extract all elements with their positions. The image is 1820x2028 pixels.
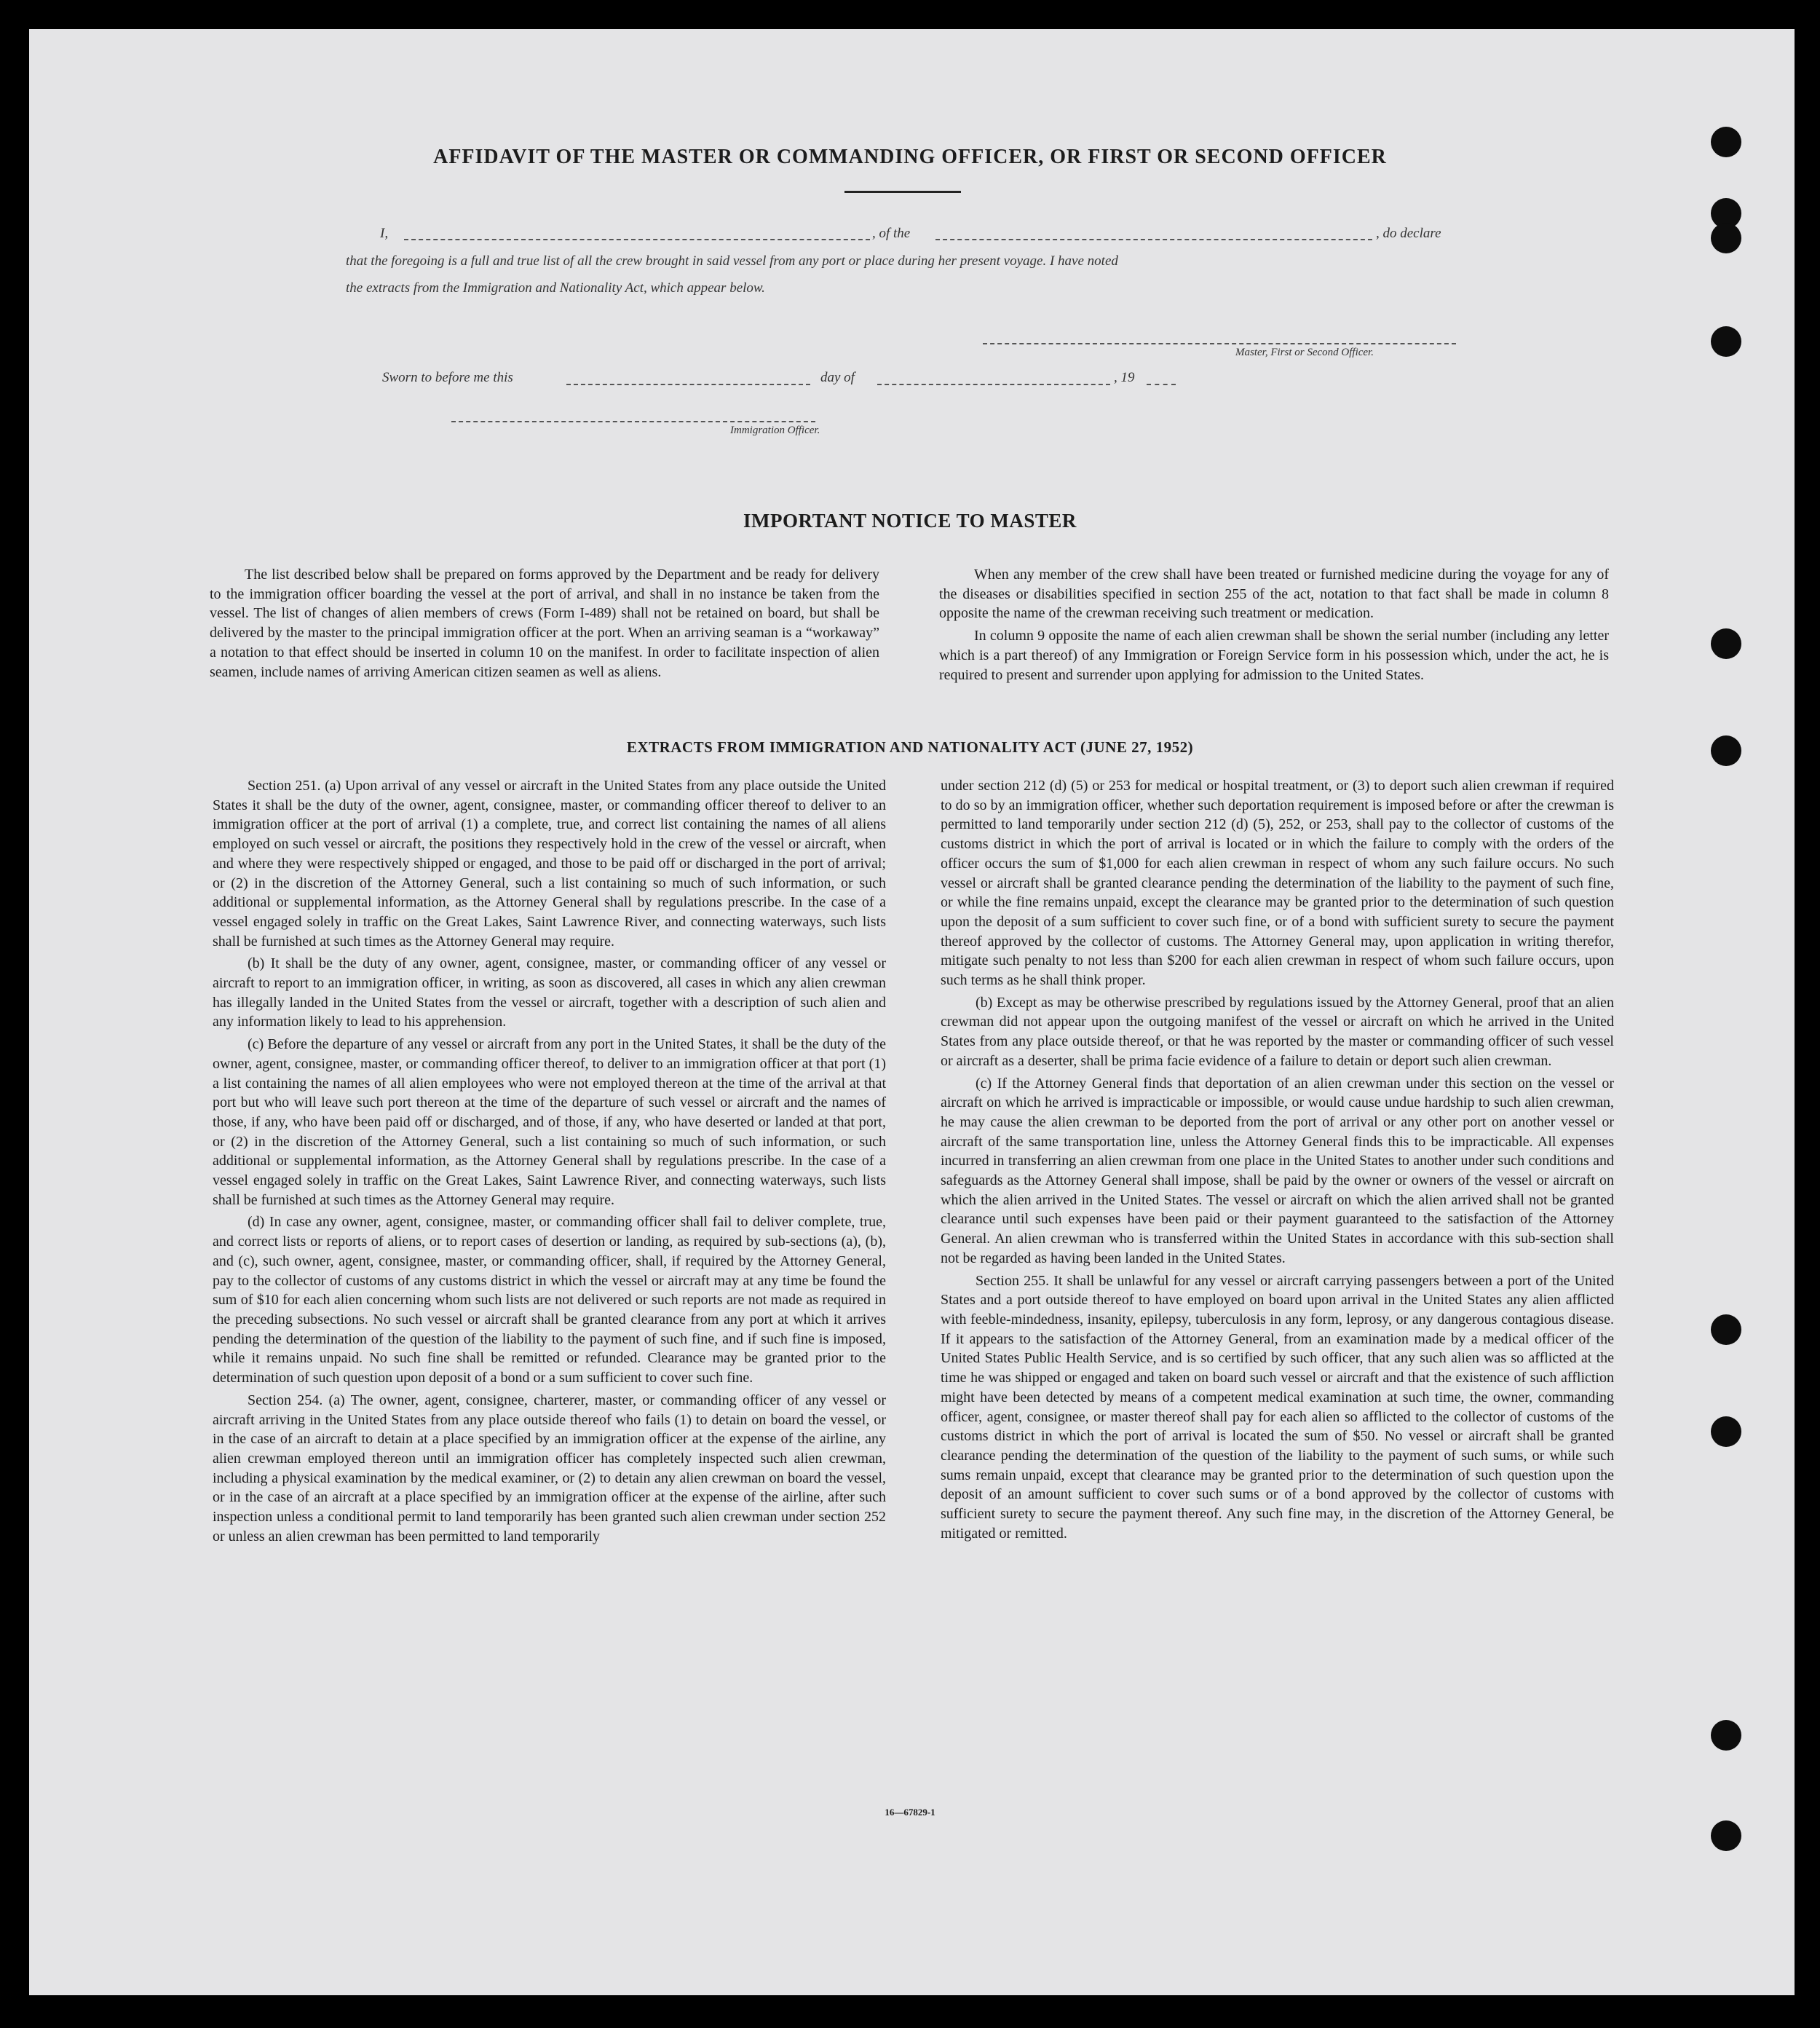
section-255-paragraph: Section 255. It shall be unlawful for any vessel or aircraft carrying passengers between a port of the United States and a port outside thereof to have employed on board upon arrival in the United States any alien afflicted with feeble-mindedness, insanity, epilepsy, tuberculosis in any form, leprosy, or any dangerous contagious disease. If it appears to the satisfaction of the Attorney General, from an examination made by a medical officer of the United States Public Health Service, and is so certified by such officer, that any such alien was so afflicted at the time he was shipped or engaged and taken on board such vessel or aircraft and that the existence of such affliction might have been detected by means of a competent medical examination at such time, the owner, commanding officer, agent, consignee, or master thereof shall pay for each alien so afflicted to the collector of customs of the customs district in which the port of arrival is located the sum of $50. No vessel or aircraft shall be granted clearance pending the determination of the question of the liability to the payment of such sums, or while such sums remain unpaid, except that clearance may be granted prior to the determination of such question upon the deposit of an amount sufficient to cover such sums or of a bond approved by the collector of customs with sufficient surety to secure the payment thereof. Any such fine may, in the discretion of the Attorney General, be mitigated or remitted. bbox=[941, 1272, 1614, 1542]
notice-title: IMPORTANT NOTICE TO MASTER bbox=[743, 510, 1077, 532]
affidavit-title: AFFIDAVIT OF THE MASTER OR COMMANDING OFFICER, OR FIRST OR SECOND OFFICER bbox=[433, 146, 1387, 168]
punch-hole bbox=[1711, 1720, 1741, 1751]
year-blank[interactable] bbox=[1147, 384, 1176, 385]
master-signature-label: Master, First or Second Officer. bbox=[1235, 347, 1374, 358]
year-label: , 19 bbox=[1114, 370, 1135, 385]
notice-left-column bbox=[210, 565, 879, 682]
declaration-text-line1: that the foregoing is a full and true list of all the crew brought in said vessel from any port or place during her present voyage. I have noted bbox=[346, 253, 1118, 269]
sworn-month-blank[interactable] bbox=[877, 384, 1110, 385]
notice-paragraph: When any member of the crew shall have been treated or furnished medicine during the voyage for any of the diseases or disabilities specified in section 255 of the act, notation to that fact shall be made in column 8 opposite the name of the crewman receiving such treatment or medication. bbox=[939, 567, 1609, 622]
extracts-title: EXTRACTS FROM IMMIGRATION AND NATIONALITY ACT (JUNE 27, 1952) bbox=[626, 738, 1194, 756]
of-the-label: , of the bbox=[872, 226, 911, 241]
i-label: I, bbox=[380, 226, 389, 241]
immigration-officer-label: Immigration Officer. bbox=[730, 425, 820, 436]
section-251b-paragraph: (b) It shall be the duty of any owner, agent, consignee, master, or commanding officer of any vessel or aircraft to report to an immigration officer, in writing, as soon as discovered, all cases in which any alien crewman has illegally landed in the United States from the vessel or aircraft, together with a description of such alien and any information likely to lead to his apprehension. bbox=[213, 955, 886, 1030]
section-254a-paragraph: Section 254. (a) The owner, agent, consignee, charterer, master, or commanding officer of any vessel or aircraft arriving in the United States from any place outside thereof who fails (1) to detain on board the vessel, or in the case of an aircraft to detain at a place specified by an immigration officer at the expense of the airline, any alien crewman employed thereon until an immigration officer has completely inspected such alien crewman, including a physical examination by the medical examiner, or (2) to detain any alien crewman on board the vessel, or in the case of an aircraft at a place specified by an immigration officer at the expense of the airline, after such inspection unless a conditional permit to land temporarily has been granted such alien crewman under section 252 or unless an alien crewman has been permitted to land temporarily bbox=[213, 1392, 886, 1544]
punch-hole bbox=[1711, 223, 1741, 253]
declaration-text-line2: the extracts from the Immigration and Nationality Act, which appear below. bbox=[346, 280, 765, 296]
do-declare-label: , do declare bbox=[1376, 226, 1441, 241]
immigration-officer-signature-line[interactable] bbox=[451, 421, 815, 422]
section-254a-continued-paragraph: under section 212 (d) (5) or 253 for medical or hospital treatment, or (3) to deport such alien crewman if required to do so by an immigration officer, whether such deportation requirement is imposed before or after the crewman is permitted to land temporarily under section 212 (d) (5), 252, or 253, shall pay to the collector of customs of the customs district in which the port of arrival is located or in which the failure to comply with the orders of the officer occurs the sum of $1,000 for each alien crewman in respect of whom any such failure occurs. No such vessel or aircraft shall be granted clearance pending the determination of the liability to the payment of such fine, or while the fine remains unpaid, except the clearance may be granted prior to the determination of such question upon the deposit of a sum sufficient to cover such fine, or of a bond with sufficient surety to secure the payment thereof approved by the collector of customs. The Attorney General may, upon application in writing therefor, mitigate such penalty to not less than $200 for each alien crewman in respect of whom such failure occurs, upon such terms as he shall think proper. bbox=[941, 778, 1614, 989]
section-251d-paragraph: (d) In case any owner, agent, consignee, master, or commanding officer shall fail to deliver complete, true, and correct lists or reports of aliens, or to report cases of desertion or landing, as required by sub-sections (a), (b), and (c), such owner, agent, consignee, master, or commanding officer, shall, if required by the Attorney General, pay to the collector of customs of any customs district in which the vessel or aircraft may at any time be found the sum of $10 for each alien concerning whom such lists are not delivered or such reports are not made as required in the preceding subsections. No such vessel or aircraft shall be granted clearance from any port at which it arrives pending the determination of the question of the liability to the payment of such fine, and if such fine is imposed, while it remains unpaid. No such fine shall be remitted or refunded. Clearance may be granted prior to the determination of such question upon deposit of a bond or a sum sufficient to cover such fine. bbox=[213, 1214, 886, 1386]
day-of-label: day of bbox=[820, 370, 855, 385]
sworn-label: Sworn to before me this bbox=[382, 370, 513, 385]
punch-hole bbox=[1711, 1820, 1741, 1851]
section-251c-paragraph: (c) Before the departure of any vessel or aircraft from any port in the United States, it shall be the duty of the owner, agent, consignee, master, or commanding officer thereof, to deliver to an immigration officer at that port (1) a list containing the names of all alien employees who were not employed thereon at the time of the arrival at that port but who will leave such port thereon at the time of the departure of such vessel or aircraft and the names of those, if any, who have been paid off or discharged, and of those, if any, who have deserted or landed at that port, or (2) in the discretion of the Attorney General, such a list containing so much of such information, or such additional or supplemental information, as the Attorney General shall by regulations prescribe. In the case of a vessel engaged solely in traffic on the Great Lakes, Saint Lawrence River, and connecting waterways, such lists shall be furnished at such times as the Attorney General may require. bbox=[213, 1036, 886, 1208]
extracts-left-column bbox=[213, 776, 886, 1546]
sworn-day-blank[interactable] bbox=[566, 384, 810, 385]
notice-paragraph: In column 9 opposite the name of each alien crewman shall be shown the serial number (including any letter which is a part thereof) of any Immigration or Foreign Service form in his possession which, under the act, he is required to present and surrender upon applying for admission to the United States. bbox=[939, 628, 1609, 683]
notice-right-column bbox=[939, 565, 1609, 684]
punch-hole bbox=[1711, 628, 1741, 659]
notice-paragraph: The list described below shall be prepared on forms approved by the Department and be ready for delivery to the immigration officer boarding the vessel at the port of arrival, and shall in no instance be taken from the vessel. The list of changes of alien members of crews (Form I-489) shall not be retained on board, but shall be delivered by the master to the principal immigration officer at the port. When an arriving seaman is a “workaway” a notation to that effect should be inserted in column 10 on the manifest. In order to facilitate inspection of alien seamen, include names of arriving American citizen seamen as well as aliens. bbox=[210, 567, 879, 680]
punch-hole bbox=[1711, 326, 1741, 357]
section-251a-paragraph: Section 251. (a) Upon arrival of any vessel or aircraft in the United States from any place outside the United States it shall be the duty of the owner, agent, consignee, master, or commanding officer thereof to deliver to an immigration officer at the port of arrival (1) a complete, true, and correct list containing the names of all aliens employed on such vessel or aircraft, the positions they respectively hold in the crew of the vessel or aircraft, when and where they were respectively shipped or engaged, and those to be paid off or discharged in the port of arrival; or (2) in the discretion of the Attorney General, such a list containing so much of such information, or such additional or supplemental information, as the Attorney General shall by regulations prescribe. In the case of a vessel engaged solely in traffic on the Great Lakes, Saint Lawrence River, and connecting waterways, such lists shall be furnished at such times as the Attorney General may require. bbox=[213, 778, 886, 950]
form-number: 16—67829-1 bbox=[885, 1807, 935, 1818]
master-signature-line[interactable] bbox=[983, 343, 1456, 344]
title-rule bbox=[844, 191, 961, 193]
punch-hole bbox=[1711, 1416, 1741, 1447]
name-blank[interactable] bbox=[404, 239, 870, 240]
section-254b-paragraph: (b) Except as may be otherwise prescribed by regulations issued by the Attorney General, proof that an alien crewman did not appear upon the outgoing manifest of the vessel or aircraft on which he arrived in the United States from any place outside thereof, or that he was reported by the master or commanding officer of such vessel or aircraft as a deserter, shall be prima facie evidence of a failure to detain or deport such alien crewman. bbox=[941, 994, 1614, 1069]
section-254c-paragraph: (c) If the Attorney General finds that deportation of an alien crewman under this section on the vessel or aircraft on which he arrived is impracticable or impossible, or would cause undue hardship to such alien crewman, he may cause the alien crewman to be deported from the port of arrival or any other port on another vessel or aircraft of the same transportation line, unless the Attorney General finds this to be impracticable. All expenses incurred in transferring an alien crewman from one place in the United States to another under such conditions and safeguards as the Attorney General shall impose, shall be paid by the owner or owners of the vessel or aircraft on which the alien arrived in the United States. The vessel or aircraft on which the alien arrived shall not be granted clearance until such expenses have been paid or their payment guaranteed to the satisfaction of the Attorney General. An alien crewman who is transferred within the United States in accordance with this sub-section shall not be regarded as having been landed in the United States. bbox=[941, 1075, 1614, 1266]
vessel-blank[interactable] bbox=[935, 239, 1372, 240]
punch-hole bbox=[1711, 1314, 1741, 1345]
extracts-right-column bbox=[941, 776, 1614, 1543]
